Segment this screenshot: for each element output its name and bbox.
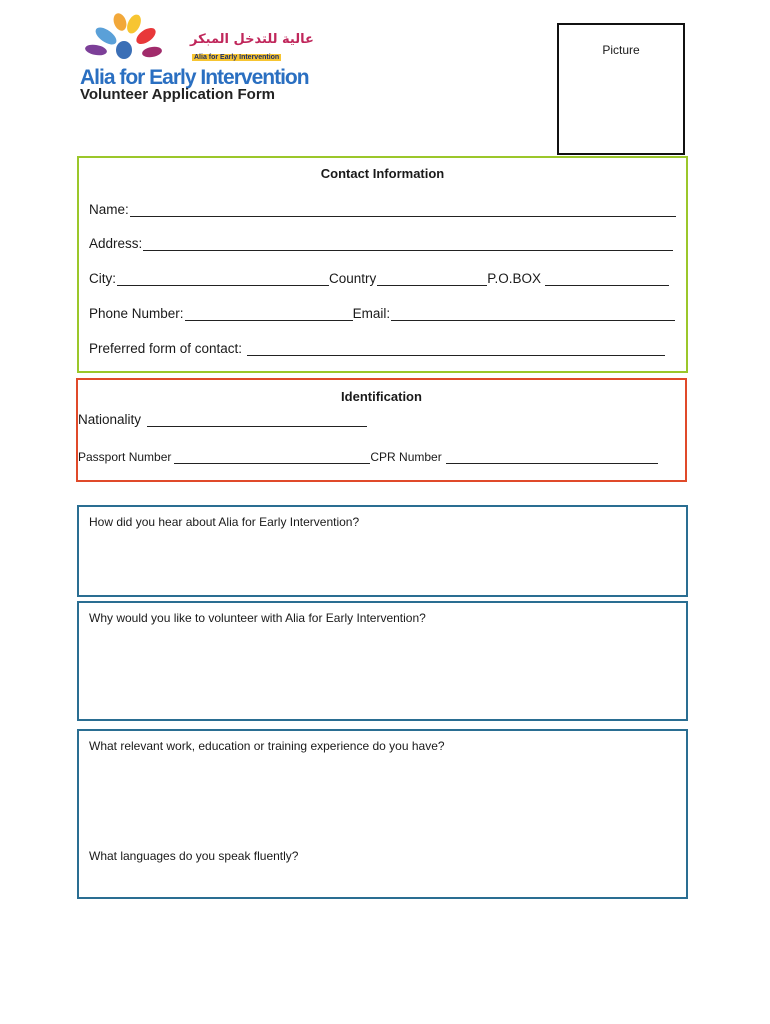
name-label: Name: [89, 202, 129, 217]
email-field[interactable] [391, 306, 675, 321]
phone-field[interactable] [185, 306, 353, 321]
email-label: Email: [352, 306, 391, 321]
name-row [89, 202, 676, 217]
preferred-contact-field[interactable] [247, 341, 665, 356]
identification-heading: Identification [341, 389, 422, 404]
logo-tagline: Alia for Early Intervention [194, 54, 280, 61]
nationality-row [78, 412, 367, 427]
logo-english-text: Alia for Early Intervention [80, 66, 309, 89]
country-label: Country [329, 271, 377, 286]
alia-logo [80, 10, 314, 92]
phone-row [89, 306, 675, 321]
picture-box[interactable] [557, 23, 685, 155]
why-volunteer-box[interactable] [77, 601, 688, 721]
phone-label: Phone Number: [89, 306, 184, 321]
passport-label: Passport Number [78, 450, 172, 464]
nationality-label: Nationality [78, 412, 142, 427]
pobox-field[interactable] [545, 271, 669, 286]
languages-question: What languages do you speak fluently? [89, 849, 299, 863]
picture-label: Picture [602, 43, 640, 57]
cpr-label: CPR Number [370, 450, 442, 464]
contact-section [77, 156, 688, 373]
address-row [89, 236, 673, 251]
identification-section [76, 378, 687, 482]
hear-about-box[interactable] [77, 505, 688, 597]
passport-row [78, 450, 658, 464]
why-volunteer-question: Why would you like to volunteer with Alia for Early Intervention? [89, 611, 426, 625]
experience-box[interactable] [77, 729, 688, 899]
passport-field[interactable] [174, 451, 370, 464]
city-field[interactable] [117, 271, 329, 286]
logo-arabic-text: عالية للتدخل المبكر [190, 32, 314, 47]
cpr-field[interactable] [446, 451, 658, 464]
form-title: Volunteer Application Form [80, 86, 276, 103]
experience-question: What relevant work, education or training experience do you have? [89, 739, 445, 753]
pobox-label: P.O.BOX [487, 271, 542, 286]
country-field[interactable] [377, 271, 487, 286]
city-row [89, 271, 669, 286]
city-label: City: [89, 271, 116, 286]
nationality-field[interactable] [147, 412, 367, 427]
preferred-contact-label: Preferred form of contact: [89, 341, 243, 356]
hear-about-question: How did you hear about Alia for Early Intervention? [89, 515, 360, 529]
address-field[interactable] [143, 236, 673, 251]
preferred-contact-row [89, 341, 665, 356]
contact-heading: Contact Information [320, 166, 445, 181]
address-label: Address: [89, 236, 143, 251]
name-field[interactable] [130, 202, 676, 217]
